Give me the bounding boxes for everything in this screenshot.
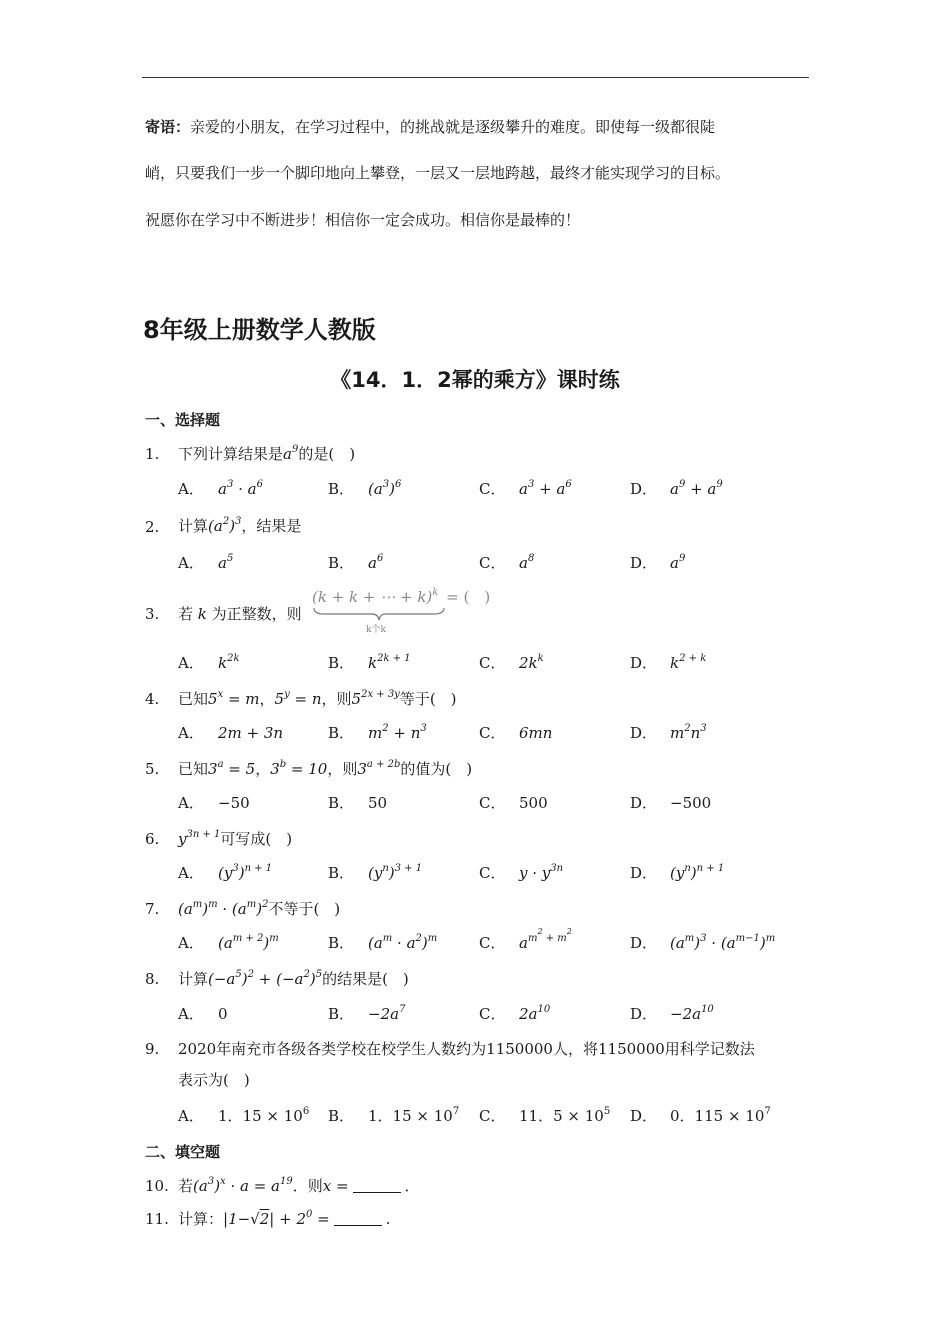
q5-option-b[interactable]: B． 50: [328, 794, 388, 812]
greeting-line-1: 寄语：亲爱的小朋友，在学习过程中，的挑战就是逐级攀升的难度。即使每一级都很陡: [145, 118, 716, 136]
q9-option-b[interactable]: B． 1．$15 \times 10^7$: [328, 1106, 460, 1125]
q7-option-b[interactable]: B． $(a^m \cdot a^2)^m$: [328, 933, 438, 952]
q4-option-c[interactable]: C． 6mn: [479, 724, 553, 742]
q10-text: 若$(a^3)^x \cdot a = a^{19}$．则x = ．: [178, 1176, 420, 1195]
section-choice: 一、选择题: [145, 411, 221, 429]
q11-text: 计算：$|1-√2| + 2^0$ = .: [178, 1209, 391, 1228]
q5-option-c[interactable]: C． 500: [479, 794, 548, 812]
q6-text: $y^{3n + 1}$可写成( ): [178, 829, 293, 848]
q4-number: 4.: [145, 690, 160, 708]
q8-option-b[interactable]: B． $-2a^7$: [328, 1004, 406, 1023]
q8-option-a[interactable]: A． 0: [178, 1005, 228, 1023]
q4-option-a[interactable]: A． 2m + 3n: [178, 724, 284, 742]
q2-option-c[interactable]: C． $a^8$: [479, 553, 535, 572]
q10-number: 10.: [145, 1177, 169, 1195]
q9-option-a[interactable]: A． 1．$15 \times 10^6$: [178, 1106, 310, 1125]
q9-option-d[interactable]: D． 0．$115 \times 10^7$: [630, 1106, 771, 1125]
q11-number: 11.: [145, 1210, 169, 1228]
q10-answer-blank[interactable]: [353, 1178, 401, 1193]
q6-option-c[interactable]: C． $y \cdot y^{3n}$: [479, 863, 564, 882]
q5-option-d[interactable]: D． −500: [630, 794, 712, 812]
q8-text: 计算$(-a^5)^2 + (-a^2)^5$的结果是( ): [178, 969, 409, 988]
q3-option-b[interactable]: B． $k^{2k + 1}$: [328, 653, 411, 672]
q4-option-b[interactable]: B． $m^2 + n^3$: [328, 723, 427, 742]
q1-option-b[interactable]: B． $(a^3)^6$: [328, 479, 402, 498]
q6-number: 6.: [145, 830, 160, 848]
q7-option-c[interactable]: C． $a^{m^2 + m^2}$: [479, 927, 572, 952]
q1-number: 1.: [145, 445, 160, 463]
q2-option-d[interactable]: D． $a^9$: [630, 553, 686, 572]
q11-answer-blank[interactable]: [334, 1211, 382, 1226]
header-rule: [142, 77, 809, 78]
q2-option-a[interactable]: A． $a^5$: [178, 553, 234, 572]
q8-option-d[interactable]: D． $-2a^{10}$: [630, 1004, 714, 1023]
q5-text: 已知$3^a = 5$，$3^b = 10$，则$3^{a + 2b}$的值为( ): [178, 759, 473, 778]
q6-option-d[interactable]: D． $(y^n)^{n + 1}$: [630, 863, 725, 882]
q3-underbrace: [312, 607, 446, 621]
q8-option-c[interactable]: C． $2a^{10}$: [479, 1004, 551, 1023]
section-fill: 二、填空题: [145, 1143, 221, 1161]
q8-number: 8.: [145, 970, 160, 988]
q3-text: 若 k 为正整数，则: [178, 605, 302, 623]
q7-option-d[interactable]: D． $(a^m)^3 \cdot (a^{m-1})^m$: [630, 933, 776, 952]
q6-option-a[interactable]: A． $(y^3)^{n + 1}$: [178, 863, 273, 882]
page-title: 《14．1．2幂的乘方》课时练: [330, 368, 620, 392]
q7-text: $(a^m)^m \cdot (a^m)^2$不等于( ): [178, 899, 341, 918]
q2-text: 计算$(a^2)^3$，结果是: [178, 516, 302, 535]
q5-number: 5.: [145, 760, 160, 778]
q4-option-d[interactable]: D． $m^2n^3$: [630, 723, 707, 742]
grade-heading: 8年级上册数学人教版: [143, 316, 376, 344]
q1-option-c[interactable]: C． $a^3 + a^6$: [479, 479, 572, 498]
q3-brace-expression: (k + k + ⋯ + k)$^k$ = ( ): [312, 587, 491, 606]
q9-line-1: 2020年南充市各级各类学校在校学生人数约为1150000人，将1150000用科学记数法: [178, 1040, 755, 1058]
q1-text: 下列计算结果是$a^9$的是( ): [178, 444, 356, 463]
q9-option-c[interactable]: C． 11．$5 \times 10^5$: [479, 1106, 611, 1125]
q2-option-b[interactable]: B． $a^6$: [328, 553, 384, 572]
q3-option-c[interactable]: C． $2k^k$: [479, 653, 544, 672]
q7-number: 7.: [145, 900, 160, 918]
q3-option-a[interactable]: A． $k^{2k}$: [178, 653, 240, 672]
q3-option-d[interactable]: D． $k^{2 + k}$: [630, 653, 707, 672]
q2-number: 2.: [145, 518, 160, 536]
q7-option-a[interactable]: A． $(a^{m + 2})^m$: [178, 933, 279, 952]
q9-line-2: 表示为( ): [178, 1071, 250, 1089]
q3-brace-label: k个k: [366, 625, 386, 635]
q9-number: 9.: [145, 1040, 160, 1058]
q1-option-d[interactable]: D． $a^9 + a^9$: [630, 479, 723, 498]
q4-text: 已知$5^x = m$，$5^y = n$，则$5^{2x + 3y}$等于( ): [178, 689, 457, 708]
q5-option-a[interactable]: A． −50: [178, 794, 250, 812]
q3-number: 3.: [145, 605, 160, 623]
greeting-line-3: 祝愿你在学习中不断进步！相信你一定会成功。相信你是最棒的！: [145, 211, 581, 229]
q6-option-b[interactable]: B． $(y^n)^{3 + 1}$: [328, 863, 423, 882]
greeting-line-2: 峭，只要我们一步一个脚印地向上攀登，一层又一层地跨越，最终才能实现学习的目标。: [145, 164, 731, 182]
q1-option-a[interactable]: A． $a^3 \cdot a^6$: [178, 479, 263, 498]
